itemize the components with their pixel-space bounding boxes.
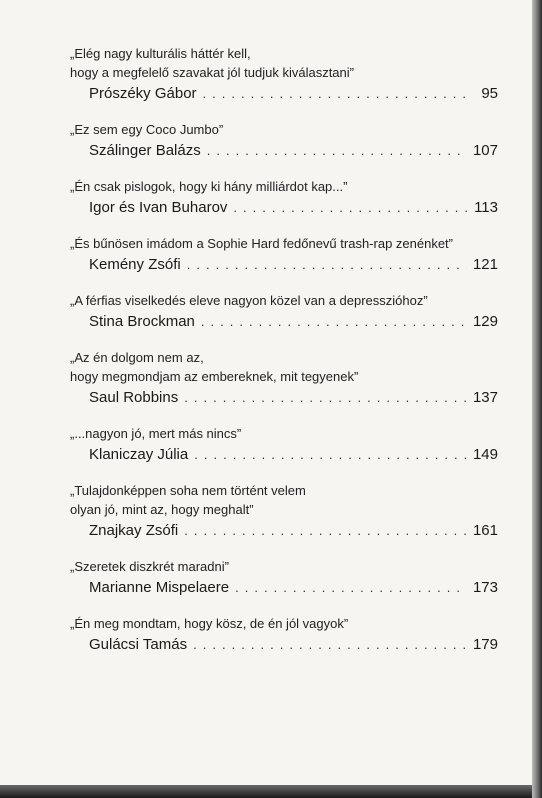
author-row [89,141,498,161]
dot-leader [207,141,467,161]
entry-page-number: 179 [472,636,498,653]
entry-author: Gulácsi Tamás [89,636,188,653]
entry-author: Znajkay Zsófi [89,522,179,539]
toc-entry [70,424,498,465]
author-row [89,388,498,408]
dot-leader [184,388,467,408]
author-row [89,84,498,104]
toc-entry [70,234,498,275]
toc-entry [70,348,498,408]
dot-leader [193,635,467,655]
entry-author: Prószéky Gábor [89,85,197,102]
entry-title-line: olyan jó, mint az, hogy meghalt” [70,502,254,517]
author-row [89,521,498,541]
page-bottom-shadow [0,785,532,798]
dot-leader [235,578,467,598]
entry-title-line: „Én csak pislogok, hogy ki hány milliárdot kap...” [70,179,348,194]
author-row [89,445,498,465]
dot-leader [187,255,467,275]
toc-entry [70,291,498,332]
entry-title-line: „Szeretek diszkrét maradni” [70,559,229,574]
toc-entry [70,557,498,598]
entry-page-number: 113 [474,199,498,216]
entry-author: Szálinger Balázs [89,142,201,159]
author-row [89,312,498,332]
entry-page-number: 95 [481,85,498,102]
entry-page-number: 149 [472,446,498,463]
entry-page-number: 129 [472,313,498,330]
entry-title-line: „A férfias viselkedés eleve nagyon közel van a depresszióhoz” [70,293,428,308]
toc-entry [70,481,498,541]
entry-title-line: hogy megmondjam az embereknek, mit tegyenek” [70,369,359,384]
dot-leader [201,312,467,332]
author-row [89,578,498,598]
entry-title-line: hogy a megfelelő szavakat jól tudjuk kiválasztani” [70,65,354,80]
entry-author: Saul Robbins [89,389,179,406]
toc-entry [70,120,498,161]
dot-leader [203,84,468,104]
author-row [89,635,498,655]
author-row [89,255,498,275]
entry-author: Igor és Ivan Buharov [89,199,228,216]
entry-title-line: „És bűnösen imádom a Sophie Hard fedőnevű trash-rap zenénket” [70,236,453,251]
dot-leader [233,198,468,218]
author-row [89,198,498,218]
entry-author: Klaniczay Júlia [89,446,189,463]
entry-page-number: 161 [472,522,498,539]
toc-entry [70,177,498,218]
entry-title-line: „Tulajdonképpen soha nem történt velem [70,483,306,498]
entry-title-line: „Elég nagy kulturális háttér kell, [70,46,251,61]
toc-entry [70,44,498,104]
entry-page-number: 173 [472,579,498,596]
entry-title-line: „Én meg mondtam, hogy kösz, de én jól vagyok” [70,616,349,631]
entry-page-number: 121 [472,256,498,273]
entry-author: Stina Brockman [89,313,195,330]
entry-author: Kemény Zsófi [89,256,181,273]
dot-leader [194,445,467,465]
entry-title-line: „...nagyon jó, mert más nincs” [70,426,242,441]
entry-title-line: „Az én dolgom nem az, [70,350,204,365]
table-of-contents [70,44,498,671]
entry-author: Marianne Mispelaere [89,579,230,596]
dot-leader [184,521,467,541]
toc-entry [70,614,498,655]
entry-title-line: „Ez sem egy Coco Jumbo” [70,122,224,137]
entry-page-number: 137 [472,389,498,406]
page-edge-shadow [532,0,542,798]
entry-page-number: 107 [472,142,498,159]
